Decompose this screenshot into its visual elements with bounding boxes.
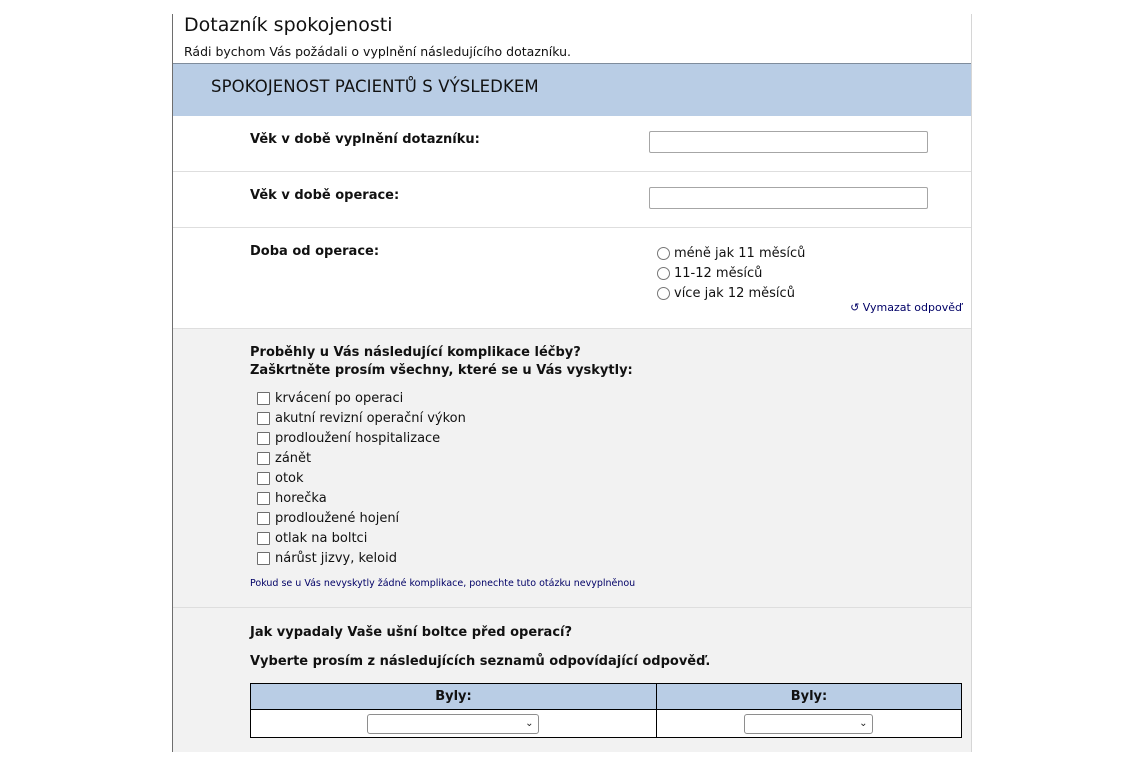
question-label-line1: Proběhly u Vás následující komplikace léčby? bbox=[250, 345, 581, 360]
checkbox-option[interactable] bbox=[257, 549, 397, 567]
ears-right-select[interactable] bbox=[744, 714, 873, 734]
checkbox-label: zánět bbox=[275, 450, 312, 466]
radio-label: více jak 12 měsíců bbox=[674, 285, 795, 301]
survey-description: Rádi bychom Vás požádali o vyplnění následujícího dotazníku. bbox=[184, 44, 572, 59]
checkbox-option[interactable] bbox=[257, 469, 304, 487]
age-operation-input[interactable] bbox=[649, 187, 928, 209]
reset-answer-link[interactable] bbox=[850, 301, 962, 314]
table-header-row bbox=[251, 684, 962, 710]
answer-matrix-table bbox=[250, 683, 962, 738]
checkbox-icon[interactable] bbox=[257, 452, 270, 465]
checkbox-icon[interactable] bbox=[257, 392, 270, 405]
reset-label: Vymazat odpověď bbox=[862, 301, 962, 314]
checkbox-label: krvácení po operaci bbox=[275, 390, 404, 406]
question-label: Jak vypadaly Vaše ušní boltce před operací? bbox=[250, 625, 573, 640]
question-instruction: Vyberte prosím z následujících seznamů odpovídající odpověď. bbox=[250, 654, 711, 669]
ears-left-select[interactable] bbox=[367, 714, 539, 734]
checkbox-icon[interactable] bbox=[257, 412, 270, 425]
checkbox-icon[interactable] bbox=[257, 492, 270, 505]
radio-label: méně jak 11 měsíců bbox=[674, 245, 806, 261]
chevron-down-icon: ⌄ bbox=[859, 718, 868, 730]
column-header: Byly: bbox=[656, 684, 961, 710]
question-age-fill bbox=[173, 116, 971, 172]
question-time-since-operation bbox=[173, 228, 971, 329]
table-cell bbox=[251, 710, 657, 738]
question-label-line2: Zaškrtněte prosím všechny, které se u Vás vyskytly: bbox=[250, 363, 633, 378]
radio-option-less-11[interactable] bbox=[657, 244, 805, 262]
checkbox-option[interactable] bbox=[257, 389, 403, 407]
reset-icon: ↺ bbox=[850, 301, 860, 314]
radio-icon[interactable] bbox=[657, 247, 670, 260]
survey-title: Dotazník spokojenosti bbox=[184, 14, 393, 36]
radio-option-more-12[interactable] bbox=[657, 284, 795, 302]
column-header: Byly: bbox=[251, 684, 657, 710]
question-label: Věk v době operace: bbox=[250, 188, 400, 203]
checkbox-label: prodloužené hojení bbox=[275, 510, 400, 526]
checkbox-option[interactable] bbox=[257, 529, 367, 547]
question-label: Doba od operace: bbox=[250, 244, 380, 259]
group-title: SPOKOJENOST PACIENTŮ S VÝSLEDKEM bbox=[211, 77, 539, 96]
checkbox-icon[interactable] bbox=[257, 552, 270, 565]
checkbox-label: horečka bbox=[275, 490, 327, 506]
checkbox-label: otok bbox=[275, 470, 304, 486]
checkbox-label: akutní revizní operační výkon bbox=[275, 410, 466, 426]
question-help-text: Pokud se u Vás nevyskytly žádné komplikace, ponechte tuto otázku nevyplněnou bbox=[250, 578, 636, 589]
group-header bbox=[173, 63, 971, 116]
checkbox-option[interactable] bbox=[257, 429, 440, 447]
survey-page bbox=[172, 14, 972, 752]
table-row bbox=[251, 710, 962, 738]
question-complications bbox=[173, 329, 971, 608]
question-age-operation bbox=[173, 172, 971, 228]
checkbox-option[interactable] bbox=[257, 489, 327, 507]
chevron-down-icon: ⌄ bbox=[525, 718, 534, 730]
checkbox-icon[interactable] bbox=[257, 512, 270, 525]
question-ears-before-operation bbox=[173, 608, 971, 752]
question-label: Věk v době vyplnění dotazníku: bbox=[250, 132, 480, 147]
checkbox-option[interactable] bbox=[257, 509, 399, 527]
checkbox-label: otlak na boltci bbox=[275, 530, 368, 546]
checkbox-icon[interactable] bbox=[257, 532, 270, 545]
radio-option-11-12[interactable] bbox=[657, 264, 762, 282]
radio-label: 11-12 měsíců bbox=[674, 265, 763, 281]
radio-icon[interactable] bbox=[657, 287, 670, 300]
age-fill-input[interactable] bbox=[649, 131, 928, 153]
radio-icon[interactable] bbox=[657, 267, 670, 280]
checkbox-option[interactable] bbox=[257, 449, 311, 467]
checkbox-icon[interactable] bbox=[257, 432, 270, 445]
table-cell bbox=[656, 710, 961, 738]
checkbox-label: nárůst jizvy, keloid bbox=[275, 550, 397, 566]
checkbox-icon[interactable] bbox=[257, 472, 270, 485]
checkbox-option[interactable] bbox=[257, 409, 466, 427]
checkbox-label: prodloužení hospitalizace bbox=[275, 430, 441, 446]
